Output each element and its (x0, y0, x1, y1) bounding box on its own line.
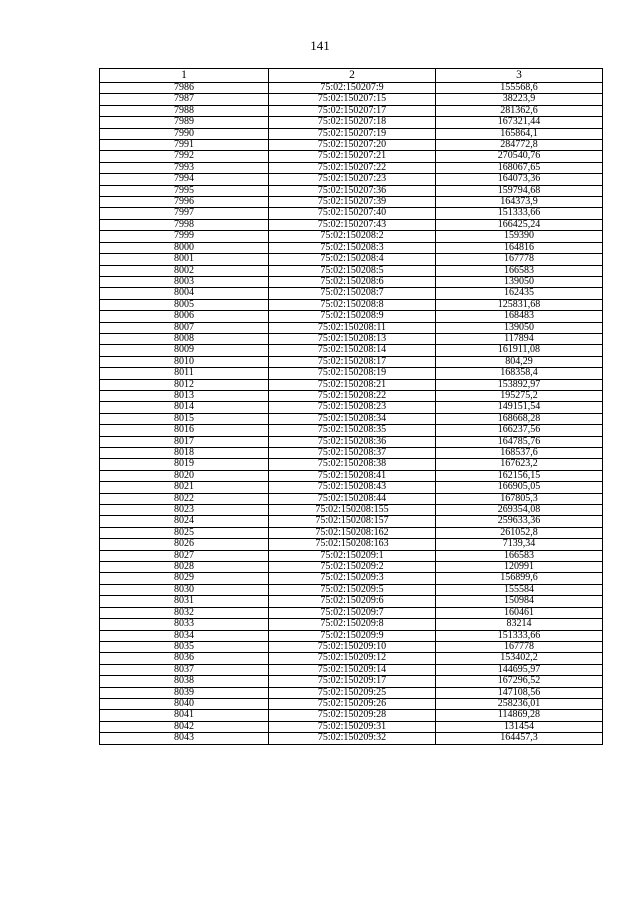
cadastral-number-cell: 75:02:150207:36 (269, 185, 436, 196)
row-number-cell: 8015 (100, 413, 269, 424)
table-row (100, 254, 603, 265)
cadastral-number-cell: 75:02:150208:34 (269, 413, 436, 424)
row-number-cell: 8020 (100, 470, 269, 481)
row-number-cell: 8036 (100, 653, 269, 664)
cadastral-number-cell: 75:02:150209:31 (269, 721, 436, 732)
value-cell: 155568,6 (436, 83, 603, 94)
value-cell: 159794,68 (436, 185, 603, 196)
row-number-cell: 7996 (100, 197, 269, 208)
cadastral-number-cell: 75:02:150209:2 (269, 562, 436, 573)
table-row (100, 664, 603, 675)
table-row (100, 539, 603, 550)
table-row (100, 721, 603, 732)
row-number-cell: 7998 (100, 219, 269, 230)
table-row (100, 413, 603, 424)
value-cell: 153892,97 (436, 379, 603, 390)
value-cell: 162156,15 (436, 470, 603, 481)
value-cell: 159390 (436, 231, 603, 242)
cadastral-number-cell: 75:02:150208:155 (269, 505, 436, 516)
table-row (100, 687, 603, 698)
value-cell: 150984 (436, 596, 603, 607)
value-cell: 161911,08 (436, 345, 603, 356)
value-cell: 258236,01 (436, 698, 603, 709)
table-row (100, 653, 603, 664)
value-cell: 269354,08 (436, 505, 603, 516)
cadastral-number-cell: 75:02:150208:3 (269, 242, 436, 253)
cadastral-number-cell: 75:02:150208:44 (269, 493, 436, 504)
cadastral-number-cell: 75:02:150208:14 (269, 345, 436, 356)
table-row (100, 174, 603, 185)
cadastral-number-cell: 75:02:150207:20 (269, 140, 436, 151)
cadastral-number-cell: 75:02:150207:15 (269, 94, 436, 105)
cadastral-number-cell: 75:02:150208:36 (269, 436, 436, 447)
table-row (100, 596, 603, 607)
value-cell: 139050 (436, 276, 603, 287)
table-row (100, 322, 603, 333)
value-cell: 284772,8 (436, 140, 603, 151)
table-row (100, 276, 603, 287)
row-number-cell: 8001 (100, 254, 269, 265)
row-number-cell: 8033 (100, 619, 269, 630)
table-row (100, 288, 603, 299)
value-cell: 164073,36 (436, 174, 603, 185)
row-number-cell: 8013 (100, 390, 269, 401)
value-cell: 166583 (436, 550, 603, 561)
row-number-cell: 8032 (100, 607, 269, 618)
row-number-cell: 8005 (100, 299, 269, 310)
row-number-cell: 8014 (100, 402, 269, 413)
table-row (100, 550, 603, 561)
row-number-cell: 8002 (100, 265, 269, 276)
row-number-cell: 8023 (100, 505, 269, 516)
value-cell: 166583 (436, 265, 603, 276)
cadastral-number-cell: 75:02:150208:37 (269, 448, 436, 459)
table-row (100, 94, 603, 105)
value-cell: 149151,54 (436, 402, 603, 413)
value-cell: 117894 (436, 333, 603, 344)
value-cell: 164785,76 (436, 436, 603, 447)
table-row (100, 390, 603, 401)
table-row (100, 345, 603, 356)
column-header-3: 3 (436, 69, 603, 83)
row-number-cell: 8035 (100, 641, 269, 652)
value-cell: 7139,34 (436, 539, 603, 550)
table-row (100, 333, 603, 344)
row-number-cell: 8017 (100, 436, 269, 447)
row-number-cell: 7987 (100, 94, 269, 105)
row-number-cell: 7991 (100, 140, 269, 151)
row-number-cell: 8040 (100, 698, 269, 709)
row-number-cell: 8019 (100, 459, 269, 470)
cadastral-number-cell: 75:02:150207:17 (269, 105, 436, 116)
value-cell: 156899,6 (436, 573, 603, 584)
value-cell: 160461 (436, 607, 603, 618)
value-cell: 804,29 (436, 356, 603, 367)
table-row (100, 356, 603, 367)
value-cell: 83214 (436, 619, 603, 630)
value-cell: 164373,9 (436, 197, 603, 208)
value-cell: 151333,66 (436, 208, 603, 219)
value-cell: 261052,8 (436, 527, 603, 538)
row-number-cell: 8021 (100, 482, 269, 493)
cadastral-number-cell: 75:02:150209:14 (269, 664, 436, 675)
value-cell: 38223,9 (436, 94, 603, 105)
table-row (100, 505, 603, 516)
table-row (100, 185, 603, 196)
cadastral-number-cell: 75:02:150209:32 (269, 733, 436, 744)
row-number-cell: 7995 (100, 185, 269, 196)
cadastral-number-cell: 75:02:150207:21 (269, 151, 436, 162)
cadastral-number-cell: 75:02:150208:19 (269, 368, 436, 379)
cadastral-number-cell: 75:02:150209:25 (269, 687, 436, 698)
table-row (100, 516, 603, 527)
value-cell: 155584 (436, 584, 603, 595)
table-row (100, 562, 603, 573)
cadastral-number-cell: 75:02:150208:6 (269, 276, 436, 287)
table-row (100, 493, 603, 504)
row-number-cell: 8012 (100, 379, 269, 390)
cadastral-number-cell: 75:02:150207:40 (269, 208, 436, 219)
value-cell: 164816 (436, 242, 603, 253)
cadastral-number-cell: 75:02:150208:17 (269, 356, 436, 367)
cadastral-number-cell: 75:02:150208:13 (269, 333, 436, 344)
cadastral-number-cell: 75:02:150208:163 (269, 539, 436, 550)
row-number-cell: 8038 (100, 676, 269, 687)
table-row (100, 379, 603, 390)
row-number-cell: 7990 (100, 128, 269, 139)
cadastral-number-cell: 75:02:150209:6 (269, 596, 436, 607)
table-row (100, 607, 603, 618)
cadastral-number-cell: 75:02:150208:11 (269, 322, 436, 333)
table-row (100, 231, 603, 242)
row-number-cell: 8009 (100, 345, 269, 356)
table-row (100, 448, 603, 459)
cadastral-number-cell: 75:02:150207:43 (269, 219, 436, 230)
table-row (100, 470, 603, 481)
row-number-cell: 8027 (100, 550, 269, 561)
row-number-cell: 8034 (100, 630, 269, 641)
value-cell: 166237,56 (436, 425, 603, 436)
cadastral-number-cell: 75:02:150208:9 (269, 311, 436, 322)
value-cell: 167296,52 (436, 676, 603, 687)
value-cell: 139050 (436, 322, 603, 333)
table-row (100, 162, 603, 173)
cadastral-number-cell: 75:02:150209:28 (269, 710, 436, 721)
row-number-cell: 8031 (100, 596, 269, 607)
row-number-cell: 8039 (100, 687, 269, 698)
table-row (100, 311, 603, 322)
row-number-cell: 8016 (100, 425, 269, 436)
cadastral-number-cell: 75:02:150207:39 (269, 197, 436, 208)
cadastral-number-cell: 75:02:150209:7 (269, 607, 436, 618)
table-row (100, 219, 603, 230)
row-number-cell: 7986 (100, 83, 269, 94)
row-number-cell: 8028 (100, 562, 269, 573)
table-row (100, 676, 603, 687)
data-table (99, 68, 603, 745)
table-row (100, 208, 603, 219)
table-row (100, 733, 603, 744)
table-row (100, 710, 603, 721)
table-row (100, 128, 603, 139)
row-number-cell: 8030 (100, 584, 269, 595)
row-number-cell: 8022 (100, 493, 269, 504)
table-row (100, 459, 603, 470)
cadastral-number-cell: 75:02:150207:19 (269, 128, 436, 139)
value-cell: 144695,97 (436, 664, 603, 675)
column-header-2: 2 (269, 69, 436, 83)
row-number-cell: 8018 (100, 448, 269, 459)
cadastral-number-cell: 75:02:150207:18 (269, 117, 436, 128)
value-cell: 165864,1 (436, 128, 603, 139)
cadastral-number-cell: 75:02:150208:4 (269, 254, 436, 265)
table-row (100, 105, 603, 116)
row-number-cell: 8003 (100, 276, 269, 287)
cadastral-number-cell: 75:02:150208:162 (269, 527, 436, 538)
table-row (100, 402, 603, 413)
table-row (100, 630, 603, 641)
table-row (100, 83, 603, 94)
cadastral-number-cell: 75:02:150208:43 (269, 482, 436, 493)
value-cell: 168668,28 (436, 413, 603, 424)
cadastral-number-cell: 75:02:150209:12 (269, 653, 436, 664)
table-row (100, 265, 603, 276)
cadastral-number-cell: 75:02:150208:22 (269, 390, 436, 401)
value-cell: 167805,3 (436, 493, 603, 504)
cadastral-number-cell: 75:02:150208:21 (269, 379, 436, 390)
row-number-cell: 8025 (100, 527, 269, 538)
cadastral-number-cell: 75:02:150209:17 (269, 676, 436, 687)
cadastral-number-cell: 75:02:150208:7 (269, 288, 436, 299)
cadastral-number-cell: 75:02:150208:5 (269, 265, 436, 276)
page-number: 141 (310, 38, 330, 53)
value-cell: 114869,28 (436, 710, 603, 721)
table-row (100, 482, 603, 493)
row-number-cell: 8007 (100, 322, 269, 333)
cadastral-number-cell: 75:02:150208:23 (269, 402, 436, 413)
value-cell: 131454 (436, 721, 603, 732)
cadastral-number-cell: 75:02:150208:35 (269, 425, 436, 436)
value-cell: 153402,2 (436, 653, 603, 664)
row-number-cell: 8011 (100, 368, 269, 379)
value-cell: 167321,44 (436, 117, 603, 128)
cadastral-number-cell: 75:02:150207:23 (269, 174, 436, 185)
cadastral-number-cell: 75:02:150209:9 (269, 630, 436, 641)
table-row (100, 436, 603, 447)
row-number-cell: 8004 (100, 288, 269, 299)
value-cell: 162435 (436, 288, 603, 299)
row-number-cell: 8041 (100, 710, 269, 721)
cadastral-number-cell: 75:02:150209:26 (269, 698, 436, 709)
row-number-cell: 8029 (100, 573, 269, 584)
row-number-cell: 8037 (100, 664, 269, 675)
table-row (100, 641, 603, 652)
cadastral-number-cell: 75:02:150209:3 (269, 573, 436, 584)
value-cell: 120991 (436, 562, 603, 573)
row-number-cell: 8026 (100, 539, 269, 550)
table-row (100, 527, 603, 538)
table-row (100, 151, 603, 162)
value-cell: 270540,76 (436, 151, 603, 162)
row-number-cell: 8042 (100, 721, 269, 732)
table-row (100, 698, 603, 709)
cadastral-number-cell: 75:02:150209:10 (269, 641, 436, 652)
value-cell: 259633,36 (436, 516, 603, 527)
value-cell: 281362,6 (436, 105, 603, 116)
row-number-cell: 7999 (100, 231, 269, 242)
value-cell: 167778 (436, 254, 603, 265)
value-cell: 168483 (436, 311, 603, 322)
value-cell: 151333,66 (436, 630, 603, 641)
row-number-cell: 8043 (100, 733, 269, 744)
row-number-cell: 8024 (100, 516, 269, 527)
cadastral-number-cell: 75:02:150209:5 (269, 584, 436, 595)
value-cell: 168358,4 (436, 368, 603, 379)
row-number-cell: 7997 (100, 208, 269, 219)
value-cell: 166905,05 (436, 482, 603, 493)
cadastral-number-cell: 75:02:150208:2 (269, 231, 436, 242)
table-row (100, 368, 603, 379)
cadastral-number-cell: 75:02:150209:8 (269, 619, 436, 630)
table-row (100, 197, 603, 208)
row-number-cell: 8010 (100, 356, 269, 367)
table-row (100, 117, 603, 128)
table-row (100, 299, 603, 310)
table-row (100, 425, 603, 436)
table-row (100, 140, 603, 151)
value-cell: 195275,2 (436, 390, 603, 401)
row-number-cell: 8000 (100, 242, 269, 253)
value-cell: 164457,3 (436, 733, 603, 744)
value-cell: 167778 (436, 641, 603, 652)
cadastral-number-cell: 75:02:150207:22 (269, 162, 436, 173)
cadastral-number-cell: 75:02:150209:1 (269, 550, 436, 561)
value-cell: 168537,6 (436, 448, 603, 459)
value-cell: 167623,2 (436, 459, 603, 470)
table-row (100, 573, 603, 584)
table-row (100, 242, 603, 253)
row-number-cell: 8008 (100, 333, 269, 344)
value-cell: 125831,68 (436, 299, 603, 310)
table-row (100, 584, 603, 595)
table-body (100, 83, 603, 745)
cadastral-number-cell: 75:02:150208:8 (269, 299, 436, 310)
cadastral-number-cell: 75:02:150208:41 (269, 470, 436, 481)
value-cell: 166425,24 (436, 219, 603, 230)
row-number-cell: 7994 (100, 174, 269, 185)
header-row (100, 69, 603, 83)
cadastral-number-cell: 75:02:150208:157 (269, 516, 436, 527)
row-number-cell: 7993 (100, 162, 269, 173)
row-number-cell: 7992 (100, 151, 269, 162)
row-number-cell: 7989 (100, 117, 269, 128)
cadastral-number-cell: 75:02:150207:9 (269, 83, 436, 94)
row-number-cell: 8006 (100, 311, 269, 322)
value-cell: 168067,65 (436, 162, 603, 173)
table-row (100, 619, 603, 630)
column-header-1: 1 (100, 69, 269, 83)
value-cell: 147108,56 (436, 687, 603, 698)
cadastral-number-cell: 75:02:150208:38 (269, 459, 436, 470)
row-number-cell: 7988 (100, 105, 269, 116)
